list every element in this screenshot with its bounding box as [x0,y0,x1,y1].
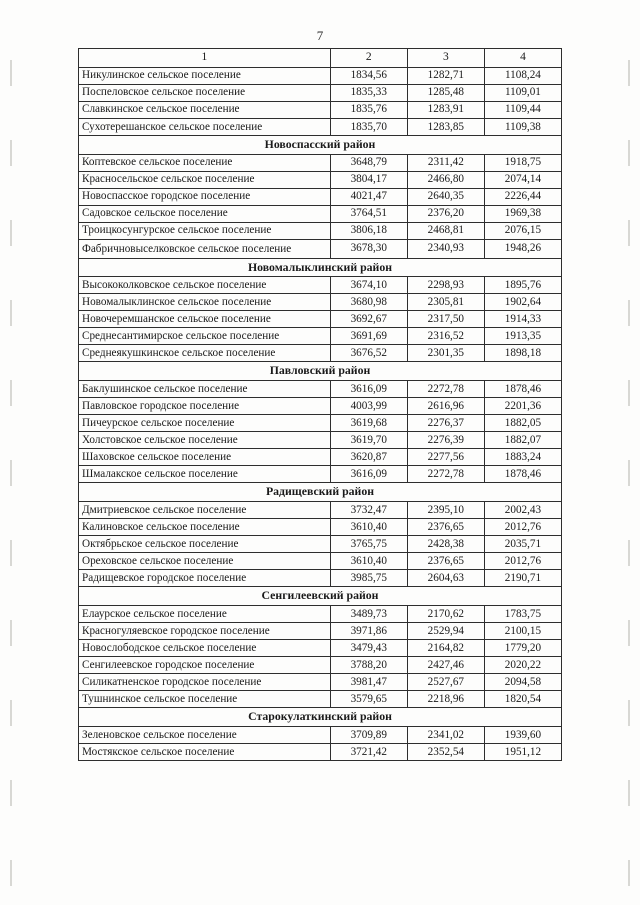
table-row [79,101,562,118]
settlement-name: Красногуляевское городское поселение [79,623,331,640]
column-header: 2 [330,49,407,68]
settlement-name: Елаурское сельское поселение [79,606,331,623]
section-header-row [79,258,562,277]
settlement-name: Сухотерешанское сельское поселение [79,119,331,136]
settlement-name: Шаховское сельское поселение [79,449,331,466]
value-column-3: 2529,94 [407,623,484,640]
settlement-name: Поспеловское сельское поселение [79,84,331,101]
value-column-3: 2340,93 [407,240,484,259]
value-column-4: 1108,24 [484,67,561,84]
value-column-4: 2226,44 [484,188,561,205]
table-row [79,691,562,708]
table-row [79,727,562,744]
section-header-row [79,136,562,155]
value-column-4: 2074,14 [484,171,561,188]
value-column-4: 1878,46 [484,466,561,483]
value-column-4: 1948,26 [484,240,561,259]
value-column-3: 2272,78 [407,466,484,483]
value-column-2: 1834,56 [330,67,407,84]
settlement-name: Фабричновыселковское сельское поселение [79,240,331,259]
table-row [79,154,562,171]
value-column-4: 2035,71 [484,536,561,553]
settlement-name: Октябрьское сельское поселение [79,536,331,553]
table-row [79,744,562,761]
settlement-name: Садовское сельское поселение [79,205,331,222]
settlement-name: Зеленовское сельское поселение [79,727,331,744]
value-column-2: 1835,76 [330,101,407,118]
settlement-name: Баклушинское сельское поселение [79,381,331,398]
value-column-4: 1878,46 [484,381,561,398]
value-column-3: 2604,63 [407,570,484,587]
value-column-2: 4003,99 [330,398,407,415]
value-column-4: 1902,64 [484,294,561,311]
section-header-row [79,362,562,381]
value-column-2: 3971,86 [330,623,407,640]
value-column-3: 2376,65 [407,553,484,570]
settlement-name: Среднесантимирское сельское поселение [79,328,331,345]
column-header: 4 [484,49,561,68]
settlement-name: Среднеякушкинское сельское поселение [79,345,331,362]
value-column-4: 1882,05 [484,415,561,432]
section-header-row [79,483,562,502]
value-column-4: 1779,20 [484,640,561,657]
value-column-3: 2466,80 [407,171,484,188]
district-name: Павловский район [79,362,562,381]
settlement-name: Ореховское сельское поселение [79,553,331,570]
value-column-4: 2002,43 [484,502,561,519]
column-header: 1 [79,49,331,68]
value-column-2: 3806,18 [330,222,407,239]
value-column-4: 1939,60 [484,727,561,744]
value-column-3: 1282,71 [407,67,484,84]
settlement-name: Павловское городское поселение [79,398,331,415]
table-row [79,415,562,432]
table-row [79,311,562,328]
value-column-2: 3579,65 [330,691,407,708]
value-column-2: 3610,40 [330,553,407,570]
value-column-2: 3788,20 [330,657,407,674]
table-row [79,623,562,640]
value-column-3: 1283,85 [407,119,484,136]
table-row [79,449,562,466]
value-column-2: 1835,33 [330,84,407,101]
table-row [79,640,562,657]
value-column-3: 2616,96 [407,398,484,415]
page-number: 7 [316,28,324,43]
settlement-name: Силикатненское городское поселение [79,674,331,691]
value-column-4: 2012,76 [484,553,561,570]
value-column-2: 3981,47 [330,674,407,691]
value-column-2: 3676,52 [330,345,407,362]
table-row [79,657,562,674]
value-column-4: 1109,44 [484,101,561,118]
section-header-row [79,708,562,727]
value-column-3: 1283,91 [407,101,484,118]
value-column-2: 3619,70 [330,432,407,449]
settlement-name: Никулинское сельское поселение [79,67,331,84]
value-column-2: 3674,10 [330,277,407,294]
value-column-3: 2427,46 [407,657,484,674]
table-row [79,674,562,691]
value-column-3: 2170,62 [407,606,484,623]
value-column-3: 2298,93 [407,277,484,294]
value-column-2: 3619,68 [330,415,407,432]
table-row [79,294,562,311]
settlement-name: Новоспасское городское поселение [79,188,331,205]
value-column-2: 3721,42 [330,744,407,761]
value-column-3: 2272,78 [407,381,484,398]
value-column-4: 2094,58 [484,674,561,691]
table-row [79,570,562,587]
value-column-4: 2012,76 [484,519,561,536]
value-column-2: 3691,69 [330,328,407,345]
table-row [79,240,562,259]
table-row [79,519,562,536]
table-row [79,536,562,553]
district-name: Старокулаткинский район [79,708,562,727]
table-row [79,188,562,205]
value-column-4: 1969,38 [484,205,561,222]
left-margin-marks [10,0,12,905]
value-column-4: 1820,54 [484,691,561,708]
right-margin-marks [628,0,630,905]
value-column-4: 1951,12 [484,744,561,761]
table-row [79,328,562,345]
value-column-3: 2376,20 [407,205,484,222]
district-name: Новомалыклинский район [79,258,562,277]
allocation-table [78,48,562,761]
table-row [79,466,562,483]
settlement-name: Славкинское сельское поселение [79,101,331,118]
table-container [78,48,562,761]
table-row [79,398,562,415]
value-column-4: 1883,24 [484,449,561,466]
value-column-3: 2305,81 [407,294,484,311]
value-column-4: 2201,36 [484,398,561,415]
value-column-3: 2352,54 [407,744,484,761]
table-row [79,345,562,362]
value-column-3: 2428,38 [407,536,484,553]
value-column-2: 3616,09 [330,381,407,398]
value-column-4: 2076,15 [484,222,561,239]
value-column-3: 2277,56 [407,449,484,466]
table-row [79,502,562,519]
value-column-3: 1285,48 [407,84,484,101]
value-column-2: 3489,73 [330,606,407,623]
value-column-2: 1835,70 [330,119,407,136]
table-row [79,171,562,188]
table-row [79,222,562,239]
value-column-3: 2164,82 [407,640,484,657]
value-column-2: 3479,43 [330,640,407,657]
value-column-2: 3616,09 [330,466,407,483]
value-column-4: 1109,38 [484,119,561,136]
value-column-2: 3709,89 [330,727,407,744]
settlement-name: Красносельское сельское поселение [79,171,331,188]
settlement-name: Калиновское сельское поселение [79,519,331,536]
table-row [79,553,562,570]
value-column-4: 1914,33 [484,311,561,328]
value-column-2: 3678,30 [330,240,407,259]
table-row [79,606,562,623]
value-column-3: 2301,35 [407,345,484,362]
value-column-4: 2100,15 [484,623,561,640]
settlement-name: Радищевское городское поселение [79,570,331,587]
settlement-name: Троицкосунгурское сельское поселение [79,222,331,239]
settlement-name: Мостякское сельское поселение [79,744,331,761]
value-column-2: 3620,87 [330,449,407,466]
value-column-4: 2190,71 [484,570,561,587]
value-column-4: 1918,75 [484,154,561,171]
settlement-name: Новомалыклинское сельское поселение [79,294,331,311]
value-column-2: 3765,75 [330,536,407,553]
settlement-name: Пичеурское сельское поселение [79,415,331,432]
table-row [79,205,562,222]
district-name: Радищевский район [79,483,562,502]
value-column-3: 2468,81 [407,222,484,239]
value-column-2: 3804,17 [330,171,407,188]
value-column-2: 3648,79 [330,154,407,171]
value-column-3: 2376,65 [407,519,484,536]
value-column-4: 1109,01 [484,84,561,101]
table-header-row [79,49,562,68]
value-column-4: 1783,75 [484,606,561,623]
section-header-row [79,587,562,606]
column-header: 3 [407,49,484,68]
value-column-4: 2020,22 [484,657,561,674]
table-row [79,277,562,294]
settlement-name: Высококолковское сельское поселение [79,277,331,294]
value-column-2: 3764,51 [330,205,407,222]
value-column-2: 3692,67 [330,311,407,328]
value-column-2: 3985,75 [330,570,407,587]
value-column-3: 2527,67 [407,674,484,691]
value-column-3: 2640,35 [407,188,484,205]
table-row [79,432,562,449]
value-column-2: 3680,98 [330,294,407,311]
settlement-name: Шмалакское сельское поселение [79,466,331,483]
settlement-name: Сенгилеевское городское поселение [79,657,331,674]
value-column-3: 2316,52 [407,328,484,345]
value-column-4: 1895,76 [484,277,561,294]
value-column-2: 4021,47 [330,188,407,205]
value-column-2: 3610,40 [330,519,407,536]
table-row [79,119,562,136]
table-row [79,381,562,398]
settlement-name: Новослободское сельское поселение [79,640,331,657]
value-column-3: 2276,39 [407,432,484,449]
value-column-3: 2317,50 [407,311,484,328]
value-column-4: 1898,18 [484,345,561,362]
settlement-name: Дмитриевское сельское поселение [79,502,331,519]
value-column-3: 2218,96 [407,691,484,708]
settlement-name: Холстовское сельское поселение [79,432,331,449]
value-column-2: 3732,47 [330,502,407,519]
district-name: Новоспасский район [79,136,562,155]
value-column-4: 1882,07 [484,432,561,449]
settlement-name: Коптевское сельское поселение [79,154,331,171]
value-column-3: 2395,10 [407,502,484,519]
value-column-4: 1913,35 [484,328,561,345]
value-column-3: 2276,37 [407,415,484,432]
value-column-3: 2341,02 [407,727,484,744]
district-name: Сенгилеевский район [79,587,562,606]
table-row [79,84,562,101]
settlement-name: Новочеремшанское сельское поселение [79,311,331,328]
settlement-name: Тушнинское сельское поселение [79,691,331,708]
value-column-3: 2311,42 [407,154,484,171]
table-row [79,67,562,84]
